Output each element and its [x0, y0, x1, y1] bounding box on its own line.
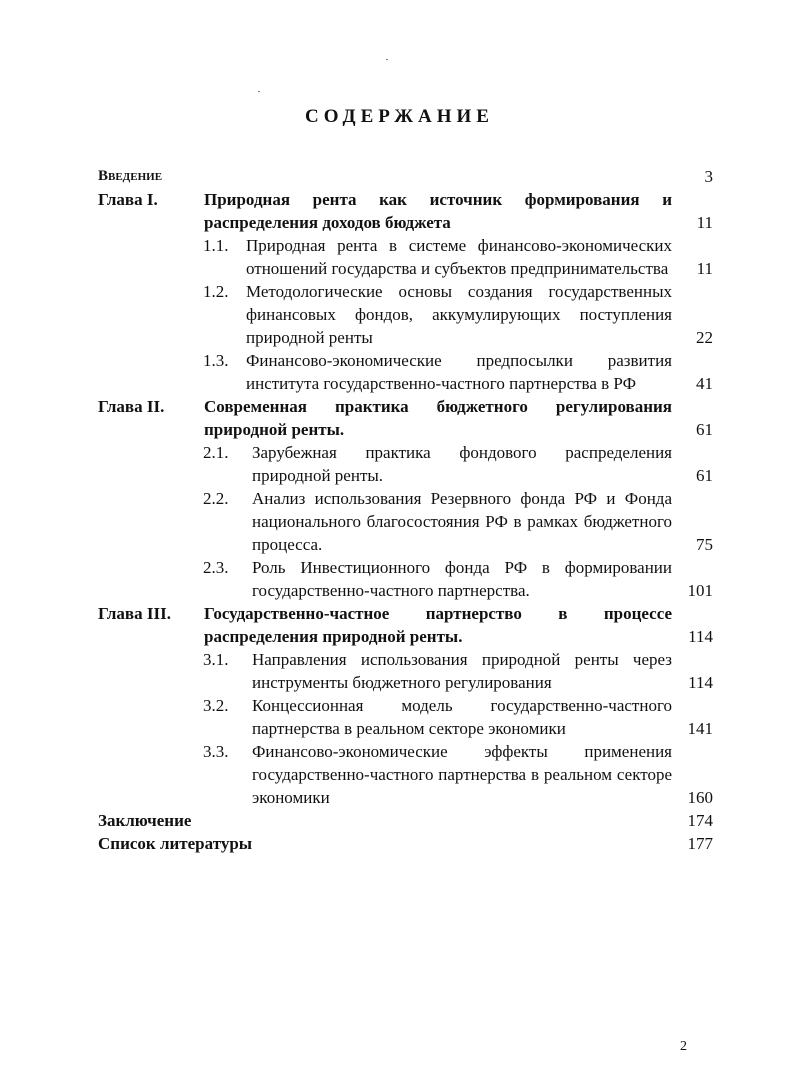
toc-chapter-2[interactable]: [0, 395, 799, 441]
toc-section-number: 1.1.: [203, 236, 229, 255]
toc-section-number: 3.2.: [203, 696, 229, 715]
toc-page: 174: [687, 811, 713, 830]
toc-section-number: 3.1.: [203, 650, 229, 669]
toc-page: 61: [696, 420, 713, 439]
toc-page: 75: [696, 535, 713, 554]
toc-section-title: Направления использования природной ренты через инструменты бюджетного регулирования: [252, 650, 672, 692]
toc-section-title: Роль Инвестиционного фонда РФ в формировании государственно-частного партнерства.: [252, 558, 672, 600]
toc-page: 3: [704, 167, 713, 186]
toc-section-2-1[interactable]: [0, 441, 799, 487]
toc-section-number: 2.1.: [203, 443, 229, 462]
toc-section-1-3[interactable]: [0, 349, 799, 395]
toc-section-2-3[interactable]: [0, 556, 799, 602]
toc-section-3-1[interactable]: [0, 648, 799, 694]
toc-chapter-title: Современная практика бюджетного регулирования природной ренты.: [204, 397, 672, 439]
toc-section-number: 2.3.: [203, 558, 229, 577]
table-of-contents: [0, 165, 799, 855]
toc-section-title: Финансово-экономические предпосылки развития института государственно-частного партнерства в РФ: [246, 351, 672, 393]
page-number: 2: [680, 1039, 687, 1054]
toc-section-number: 1.2.: [203, 282, 229, 301]
toc-page: 41: [696, 374, 713, 393]
toc-entry-conclusion[interactable]: [0, 809, 799, 832]
toc-section-title: Методологические основы создания государственных финансовых фондов, аккумулирующих поступления природной ренты: [246, 282, 672, 347]
toc-chapter-label: Глава II.: [98, 397, 165, 416]
toc-page: 61: [696, 466, 713, 485]
toc-chapter-label: Глава I.: [98, 190, 158, 209]
toc-entry-literature[interactable]: [0, 832, 799, 855]
toc-chapter-3[interactable]: [0, 602, 799, 648]
toc-page: 160: [687, 788, 713, 807]
toc-chapter-title: Природная рента как источник формирования и распределения доходов бюджета: [204, 190, 672, 232]
toc-section-2-2[interactable]: [0, 487, 799, 556]
toc-label: Введение: [98, 168, 163, 184]
toc-entry-intro[interactable]: [0, 165, 799, 188]
toc-label: Заключение: [98, 811, 192, 830]
toc-page: 11: [696, 213, 713, 232]
toc-section-title: Финансово-экономические эффекты применения государственно-частного партнерства в реальном секторе экономики: [252, 742, 672, 807]
toc-page: 114: [688, 673, 713, 692]
toc-section-title: Природная рента в системе финансово-экономических отношений государства и субъектов предпринимательства: [246, 236, 672, 278]
toc-page: 177: [687, 834, 713, 853]
toc-page: 114: [688, 627, 713, 646]
toc-page: 141: [687, 719, 713, 738]
toc-chapter-label: Глава III.: [98, 604, 171, 623]
toc-section-title: Анализ использования Резервного фонда РФ и Фонда национального благосостояния РФ в рамках бюджетного процесса.: [252, 489, 672, 554]
toc-section-title: Зарубежная практика фондового распределения природной ренты.: [252, 443, 672, 485]
toc-section-number: 2.2.: [203, 489, 229, 508]
scan-speck: [258, 91, 260, 92]
page-title: СОДЕРЖАНИЕ: [305, 106, 494, 127]
toc-chapter-title: Государственно-частное партнерство в процессе распределения природной ренты.: [204, 604, 672, 646]
toc-page: 101: [687, 581, 713, 600]
toc-label: Список литературы: [98, 834, 253, 853]
toc-section-number: 1.3.: [203, 351, 229, 370]
toc-section-3-2[interactable]: [0, 694, 799, 740]
toc-section-number: 3.3.: [203, 742, 229, 761]
toc-section-title: Концессионная модель государственно-частного партнерства в реальном секторе экономики: [252, 696, 672, 738]
toc-page: 11: [696, 259, 713, 278]
toc-section-1-1[interactable]: [0, 234, 799, 280]
toc-section-3-3[interactable]: [0, 740, 799, 809]
toc-page: 22: [696, 328, 713, 347]
toc-chapter-1[interactable]: [0, 188, 799, 234]
scan-speck: [386, 59, 388, 60]
toc-section-1-2[interactable]: [0, 280, 799, 349]
